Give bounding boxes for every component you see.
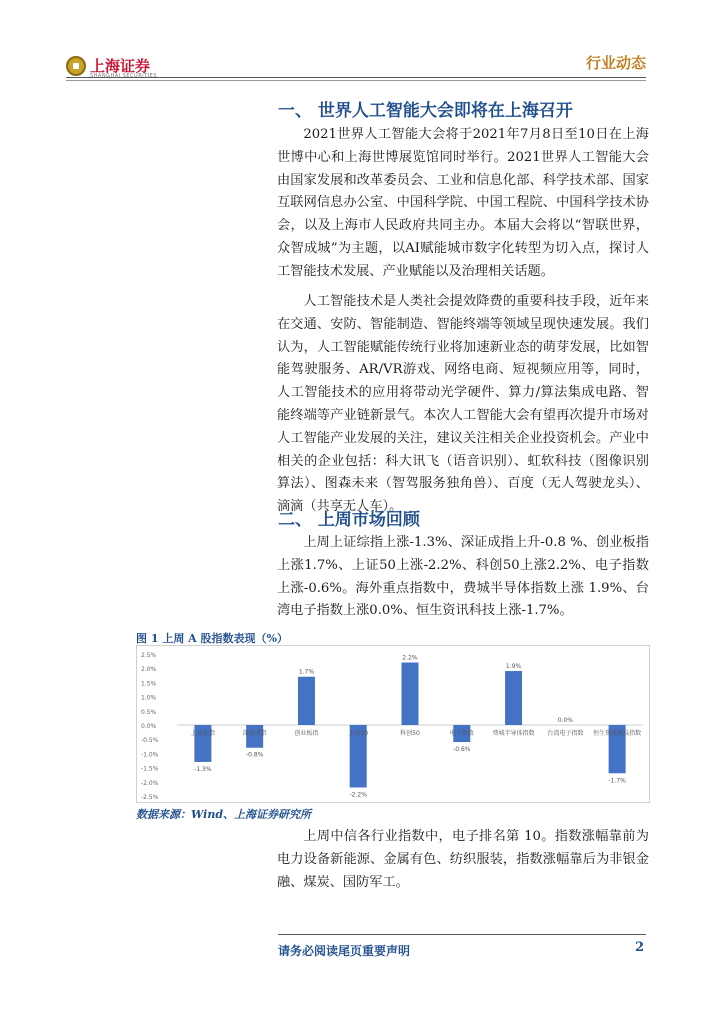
header-divider-secondary	[66, 80, 646, 81]
index-performance-chart	[136, 645, 650, 803]
category-label: 深证成指	[242, 730, 267, 737]
category-label: 上证综指	[190, 730, 215, 737]
data-label: -2.2%	[349, 791, 367, 799]
data-label: -1.3%	[194, 765, 212, 773]
page-number: 2	[634, 940, 644, 955]
company-logo	[66, 56, 158, 79]
logo-seal-icon	[66, 56, 86, 76]
footer-divider	[278, 934, 646, 935]
category-label: 上证50	[348, 730, 369, 737]
logo-text: 上海证券	[90, 56, 151, 75]
y-tick-label: 2.0%	[141, 666, 157, 674]
category-label: 费城半导体指数	[492, 730, 535, 737]
y-tick-label: -0.5%	[141, 737, 159, 745]
figure-title: 图 1 上周 A 股指数表现（%）	[136, 632, 288, 645]
section-2-paragraph-1: 上周上证综指上涨-1.3%、深证成指上升-0.8 %、创业板指上涨1.7%、上证50上涨-2.2%、科创50上涨2.2%、电子指数上涨-0.6%。海外重点指数中，费城半导体指数上涨 1.9%、台湾电子指数上涨0.0%、恒生资讯科技上涨-1.7%。	[277, 535, 649, 619]
category-label: 台湾电子指数	[547, 730, 584, 737]
data-label: -1.7%	[608, 777, 626, 785]
data-label: 0.0%	[557, 717, 573, 724]
section-2-title: 二、 上周市场回顾	[278, 510, 420, 530]
bar-4	[402, 663, 419, 725]
data-label: -0.6%	[453, 746, 471, 754]
category-label: 创业板指	[294, 730, 319, 737]
category-label: 电子指数	[449, 730, 474, 737]
page-header	[0, 0, 724, 80]
logo-subtext: SHANGHAI SECURITIES	[90, 73, 158, 79]
y-tick-label: 2.5%	[141, 652, 157, 659]
y-tick-label: -2.5%	[141, 794, 159, 801]
bar-6	[505, 671, 522, 725]
data-label: -0.8%	[245, 751, 264, 759]
category-label: 科创50	[400, 730, 420, 737]
y-tick-label: -1.5%	[141, 765, 159, 773]
y-tick-label: 0.0%	[141, 723, 157, 730]
footer-disclaimer: 请务必阅读尾页重要声明	[278, 944, 411, 958]
data-label: 1.7%	[298, 668, 315, 676]
header-divider	[66, 77, 646, 78]
section-1-title: 一、 世界人工智能大会即将在上海召开	[278, 101, 573, 121]
section-1-paragraph-1: 2021世界人工智能大会将于2021年7月8日至10日在上海世博中心和上海世博展览馆同时举行。2021世界人工智能大会由国家发展和改革委员会、工业和信息化部、科学技术部、国家互联网信息办公室、中国科学院、中国工程院、中国科学技术协会，以及上海市人民政府共同主办。本届大会将以“智联世界，众智成城”为主题，以AI赋能城市数字化转型为切入点，探讨人工智能技术发展、产业赋能以及治理相关话题。	[277, 127, 649, 279]
data-label: 2.2%	[402, 654, 418, 662]
figure-source: 数据来源：Wind、上海证券研究所	[136, 808, 312, 821]
section-1-paragraph-2: 人工智能技术是人类社会提效降费的重要科技手段，近年来在交通、安防、智能制造、智能终端等领域呈现快速发展。我们认为，人工智能赋能传统行业将加速新业态的萌芽发展，比如智能驾驶服务、AR/VR游戏、网络电商、短视频应用等，同时，人工智能技术的应用将带动光学硬件、算力/算法集成电路、智能终端等产业链新景气。本次人工智能大会有望再次提升市场对人工智能产业发展的关注，建议关注相关企业投资机会。产业中相关的企业包括：科大讯飞（语音识别）、虹软科技（图像识别算法）、图森未来（智驾服务独角兽）、百度（无人驾驶龙头）、滴滴（共享无人车）。	[277, 294, 649, 515]
data-label: 1.9%	[505, 663, 522, 671]
chart-canvas	[137, 646, 651, 804]
post-figure-paragraph: 上周中信各行业指数中，电子排名第 10。指数涨幅靠前为电力设备新能源、金属有色、纺织服装，指数涨幅靠后为非银金融、煤炭、国防军工。	[277, 829, 649, 890]
y-tick-label: 1.5%	[141, 680, 157, 688]
report-type: 行业动态	[585, 54, 646, 72]
y-tick-label: -1.0%	[141, 751, 159, 759]
y-tick-label: 1.0%	[141, 694, 157, 702]
y-tick-label: -2.0%	[141, 779, 159, 787]
y-tick-label: 0.5%	[141, 708, 157, 716]
bar-2	[298, 677, 315, 725]
category-label: 恒生资讯科技指数	[593, 730, 642, 737]
